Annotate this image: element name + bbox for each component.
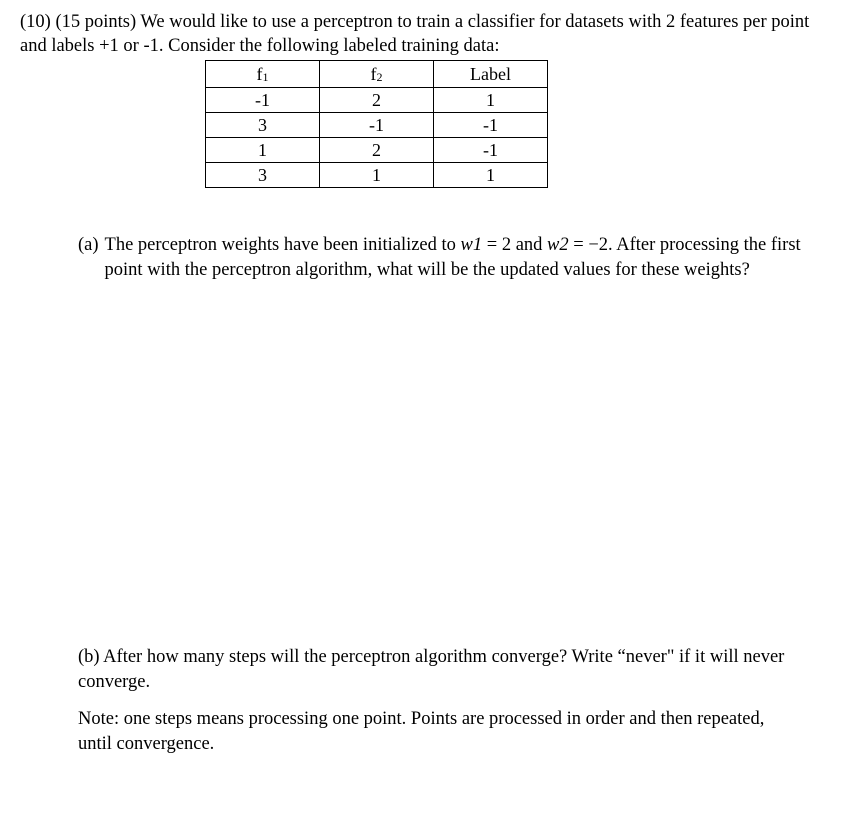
header-label: Label — [434, 61, 548, 88]
part-a-label: (a) — [78, 235, 99, 255]
w2-variable: w2 — [547, 235, 569, 255]
cell-f2: 2 — [320, 88, 434, 113]
table-header-row — [206, 61, 548, 88]
header-f1: f1 — [206, 61, 320, 88]
cell-f2: 2 — [320, 138, 434, 163]
table-row — [206, 88, 548, 113]
cell-f1: -1 — [206, 88, 320, 113]
cell-label: -1 — [434, 113, 548, 138]
part-b-question: (b) After how many steps will the perceptron algorithm converge? Write “never" if it will never converge. — [78, 647, 785, 692]
part-a-text: The perceptron weights have been initialized to w1 = 2 and w2 = −2. After processing the first point with the perceptron algorithm, what will be the updated values for these weights? — [104, 235, 801, 280]
cell-f1: 3 — [206, 113, 320, 138]
header-f2: f2 — [320, 61, 434, 88]
cell-f1: 1 — [206, 138, 320, 163]
cell-label: -1 — [434, 138, 548, 163]
training-data-table — [205, 60, 548, 188]
cell-f1: 3 — [206, 163, 320, 188]
cell-f2: 1 — [320, 163, 434, 188]
cell-label: 1 — [434, 163, 548, 188]
w1-variable: w1 — [460, 235, 483, 255]
table-row — [206, 138, 548, 163]
note-text: Note: one steps means processing one point. Points are processed in order and then repeated, until convergence. — [78, 709, 765, 754]
part-a-question — [78, 233, 808, 283]
table-row — [206, 163, 548, 188]
cell-label: 1 — [434, 88, 548, 113]
cell-f2: -1 — [320, 113, 434, 138]
table-row — [206, 113, 548, 138]
question-intro: (10) (15 points) We would like to use a perceptron to train a classifier for datasets with 2 features per point and labels +1 or -1. Consider the following labeled training data: — [20, 12, 810, 56]
